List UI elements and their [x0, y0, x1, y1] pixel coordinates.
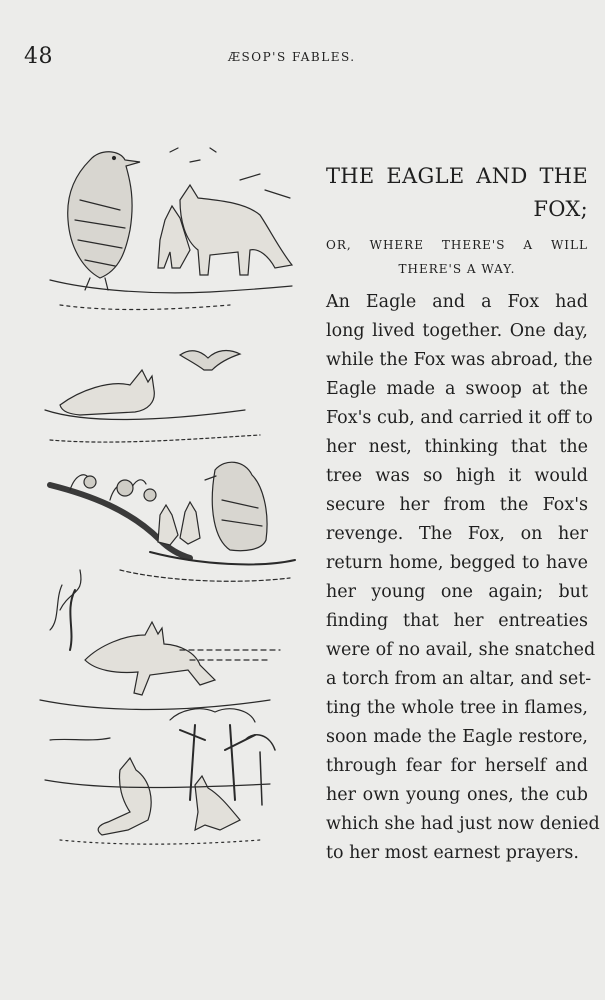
eagle-flying-icon [180, 351, 240, 370]
body-line: tree was so high it would [326, 466, 588, 486]
fable-body [326, 288, 600, 868]
eagle-on-nest-icon [205, 462, 267, 550]
body-line: which she had just now denied [326, 814, 600, 834]
eagle-and-fox-engraving-icon [30, 140, 305, 860]
body-line: her young one again; but [326, 582, 588, 602]
body-line: her own young ones, the cub [326, 785, 588, 805]
fable-subtitle: OR, WHERE THERE'S A WILL THERE'S A WAY. [326, 238, 588, 276]
body-line: to her most earnest prayers. [326, 843, 579, 863]
body-line: Fox's cub, and carried it off to [326, 408, 593, 428]
fox-with-torch-icon [50, 570, 215, 695]
body-line: were of no avail, she snatched [326, 640, 596, 660]
body-line: ting the whole tree in flames, [326, 698, 588, 718]
body-line: revenge. The Fox, on her [326, 524, 588, 544]
fable-title: THE EAGLE AND THE FOX; [326, 164, 588, 221]
fox-pair-icon [158, 185, 292, 275]
body-line: Eagle made a swoop at the [326, 379, 588, 399]
body-line: while the Fox was abroad, the [326, 350, 593, 370]
body-line: secure her from the Fox's [326, 495, 588, 515]
running-head: ÆSOP'S FABLES. [228, 50, 356, 64]
fox-cubs-icon [158, 502, 200, 545]
body-line: soon made the Eagle restore, [326, 727, 588, 747]
body-line: long lived together. One day, [326, 321, 588, 341]
burning-tree-icon [170, 709, 275, 805]
body-line: finding that her entreaties [326, 611, 588, 631]
body-line: An Eagle and a Fox had [326, 292, 588, 312]
body-line: return home, begged to have [326, 553, 588, 573]
body-line: through fear for herself and [326, 756, 588, 776]
fox-lying-icon [45, 370, 245, 419]
body-line: a torch from an altar, and set- [326, 669, 592, 689]
page-number: 48 [24, 44, 53, 69]
eagle-standing-icon [68, 152, 140, 290]
body-line: her nest, thinking that the [326, 437, 588, 457]
fox-leaping-icon [98, 758, 151, 835]
